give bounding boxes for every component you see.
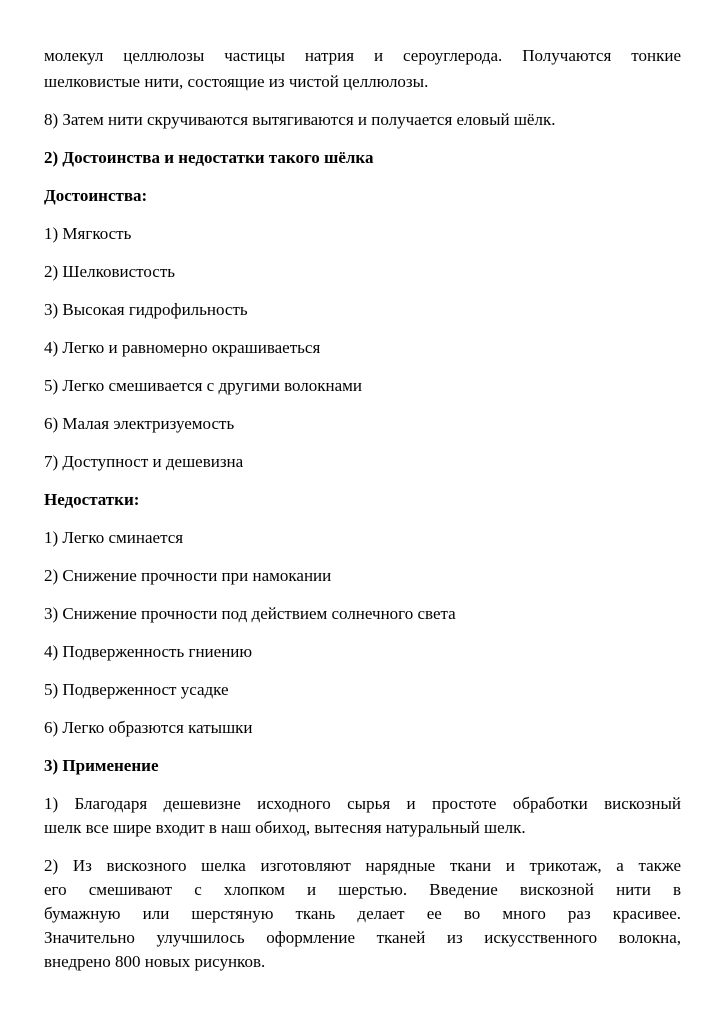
advantage-item: 5) Легко смешивается с другими волокнами: [44, 376, 362, 395]
advantage-item: 7) Доступност и дешевизна: [44, 452, 244, 471]
disadvantages-heading: Недостатки:: [44, 490, 140, 509]
disadvantage-item: 1) Легко сминается: [44, 528, 184, 547]
application-p2-line-3: бумажную или шерстяную ткань делает ее во много раз красивее.: [44, 904, 681, 923]
intro-line-1: молекул целлюлозы частицы натрия и сероуглерода. Получаются тонкие: [44, 46, 681, 65]
disadvantage-item: 4) Подверженность гниению: [44, 642, 253, 661]
intro-line-2: шелковистые нити, состоящие из чистой целлюлозы.: [44, 72, 429, 91]
disadvantage-item: 3) Снижение прочности под действием солнечного света: [44, 604, 456, 623]
disadvantage-item: 5) Подверженност усадке: [44, 680, 229, 699]
advantage-item: 1) Мягкость: [44, 224, 132, 243]
advantages-heading: Достоинства:: [44, 186, 148, 205]
application-p2-line-4: Значительно улучшилось оформление тканей из искусственного волокна,: [44, 928, 681, 947]
application-p1-line-2: шелк все шире входит в наш обиход, вытесняя натуральный шелк.: [44, 818, 526, 837]
section-2-heading: 2) Достоинства и недостатки такого шёлка: [44, 148, 374, 167]
step-8: 8) Затем нити скручиваются вытягиваются и получается еловый шёлк.: [44, 110, 556, 129]
advantage-item: 4) Легко и равномерно окрашиваеться: [44, 338, 321, 357]
application-p2-line-2: его смешивают с хлопком и шерстью. Введение вискозной нити в: [44, 880, 681, 899]
section-3-heading: 3) Применение: [44, 756, 159, 775]
application-p2-line-1: 2) Из вискозного шелка изготовляют нарядные ткани и трикотаж, а также: [44, 856, 681, 875]
application-p2-line-5: внедрено 800 новых рисунков.: [44, 952, 266, 971]
application-p1-line-1: 1) Благодаря дешевизне исходного сырья и простоте обработки вискозный: [44, 794, 681, 813]
advantage-item: 2) Шелковистость: [44, 262, 176, 281]
advantage-item: 6) Малая электризуемость: [44, 414, 235, 433]
advantage-item: 3) Высокая гидрофильность: [44, 300, 248, 319]
disadvantage-item: 6) Легко образются катышки: [44, 718, 253, 737]
disadvantage-item: 2) Снижение прочности при намокании: [44, 566, 332, 585]
